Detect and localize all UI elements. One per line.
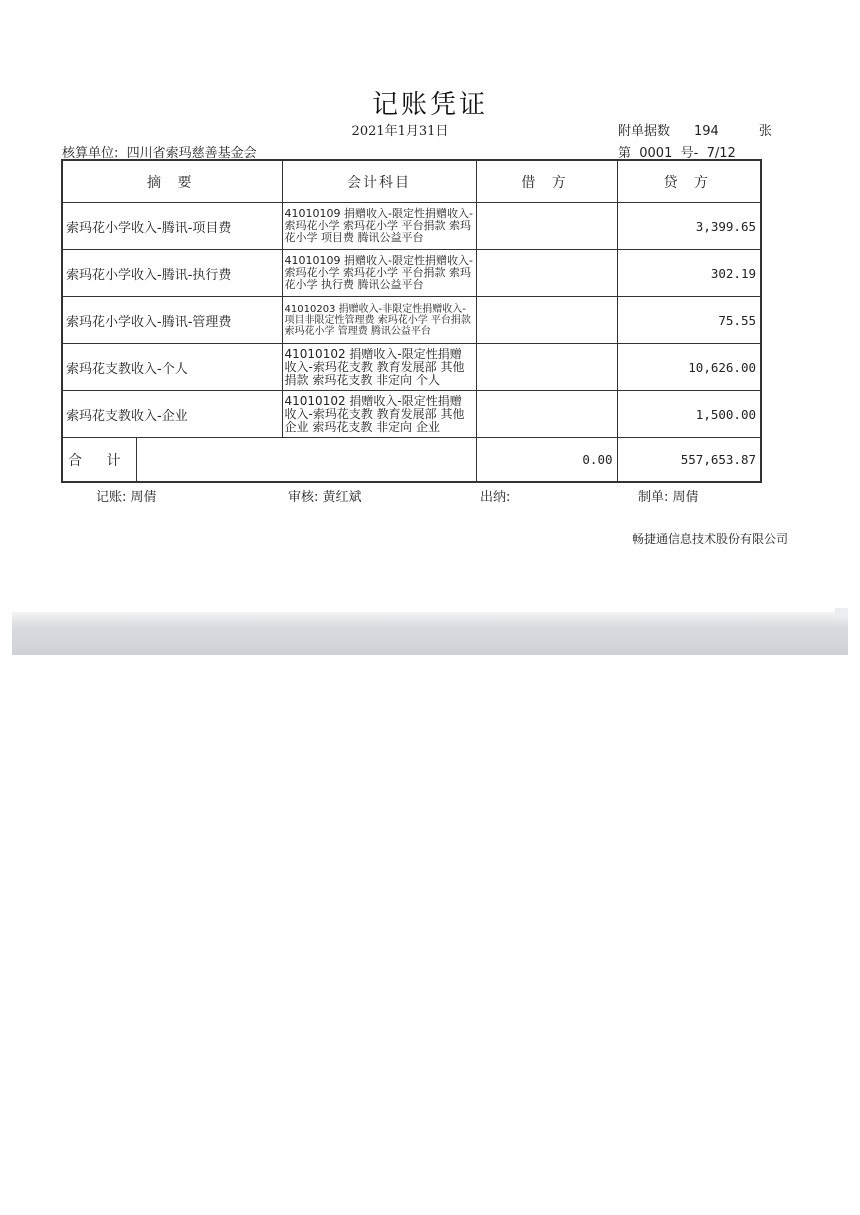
row-subject: 41010102 捐赠收入-限定性捐赠收入-索玛花支教 教育发展部 其他企业 索玛花支教 非定向 企业 <box>282 391 476 438</box>
scan-edge-shadow <box>12 612 848 655</box>
signature-cashier: 出纳: <box>480 490 511 505</box>
row-debit <box>476 344 617 391</box>
company-name: 畅捷通信息技术股份有限公司 <box>632 532 789 546</box>
attachment-unit: 张 <box>758 124 772 139</box>
table-row <box>62 250 761 297</box>
header-debit: 借 方 <box>476 160 617 203</box>
row-debit <box>476 203 617 250</box>
signature-bookkeeper: 记账: 周倩 <box>96 490 157 505</box>
total-blank <box>136 438 476 483</box>
row-credit: 3,399.65 <box>617 203 761 250</box>
total-credit: 557,653.87 <box>617 438 761 483</box>
voucher-number: 第 0001 号- 7/12 <box>618 146 736 161</box>
attachment-info <box>618 120 772 139</box>
row-credit: 302.19 <box>617 250 761 297</box>
row-subject: 41010203 捐赠收入-非限定性捐赠收入-项目非限定性管理费 索玛花小学 平台捐款 索玛花小学 管理费 腾讯公益平台 <box>282 297 476 344</box>
row-summary: 索玛花小学收入-腾讯-项目费 <box>62 203 282 250</box>
table-row <box>62 391 761 438</box>
row-subject: 41010102 捐赠收入-限定性捐赠收入-索玛花支教 教育发展部 其他捐款 索玛花支教 非定向 个人 <box>282 344 476 391</box>
header-credit: 贷 方 <box>617 160 761 203</box>
total-label: 合 计 <box>62 438 136 483</box>
signature-preparer: 制单: 周倩 <box>638 490 699 505</box>
row-summary: 索玛花小学收入-腾讯-管理费 <box>62 297 282 344</box>
unit-label: 核算单位: <box>62 146 119 161</box>
header-subject: 会计科目 <box>282 160 476 203</box>
table-header-row <box>62 160 761 203</box>
table-row <box>62 297 761 344</box>
total-debit: 0.00 <box>476 438 617 483</box>
row-summary: 索玛花小学收入-腾讯-执行费 <box>62 250 282 297</box>
attachment-label: 附单据数 <box>618 124 671 139</box>
row-debit <box>476 297 617 344</box>
row-subject: 41010109 捐赠收入-限定性捐赠收入-索玛花小学 索玛花小学 平台捐款 索玛花小学 执行费 腾讯公益平台 <box>282 250 476 297</box>
voucher-table <box>61 159 762 483</box>
scan-edge-corner <box>835 608 848 618</box>
unit-name: 四川省索玛慈善基金会 <box>126 146 257 161</box>
table-row <box>62 203 761 250</box>
voucher-date: 2021年1月31日 <box>351 124 449 139</box>
row-credit: 1,500.00 <box>617 391 761 438</box>
signature-reviewer: 审核: 黄红斌 <box>288 490 362 505</box>
row-debit <box>476 250 617 297</box>
row-summary: 索玛花支教收入-企业 <box>62 391 282 438</box>
voucher-title: 记账凭证 <box>371 90 488 120</box>
attachment-count: 194 <box>694 124 719 139</box>
row-credit: 75.55 <box>617 297 761 344</box>
row-credit: 10,626.00 <box>617 344 761 391</box>
table-row <box>62 344 761 391</box>
row-subject: 41010109 捐赠收入-限定性捐赠收入-索玛花小学 索玛花小学 平台捐款 索玛花小学 项目费 腾讯公益平台 <box>282 203 476 250</box>
total-row <box>62 438 761 483</box>
header-summary: 摘 要 <box>62 160 282 203</box>
row-debit <box>476 391 617 438</box>
row-summary: 索玛花支教收入-个人 <box>62 344 282 391</box>
